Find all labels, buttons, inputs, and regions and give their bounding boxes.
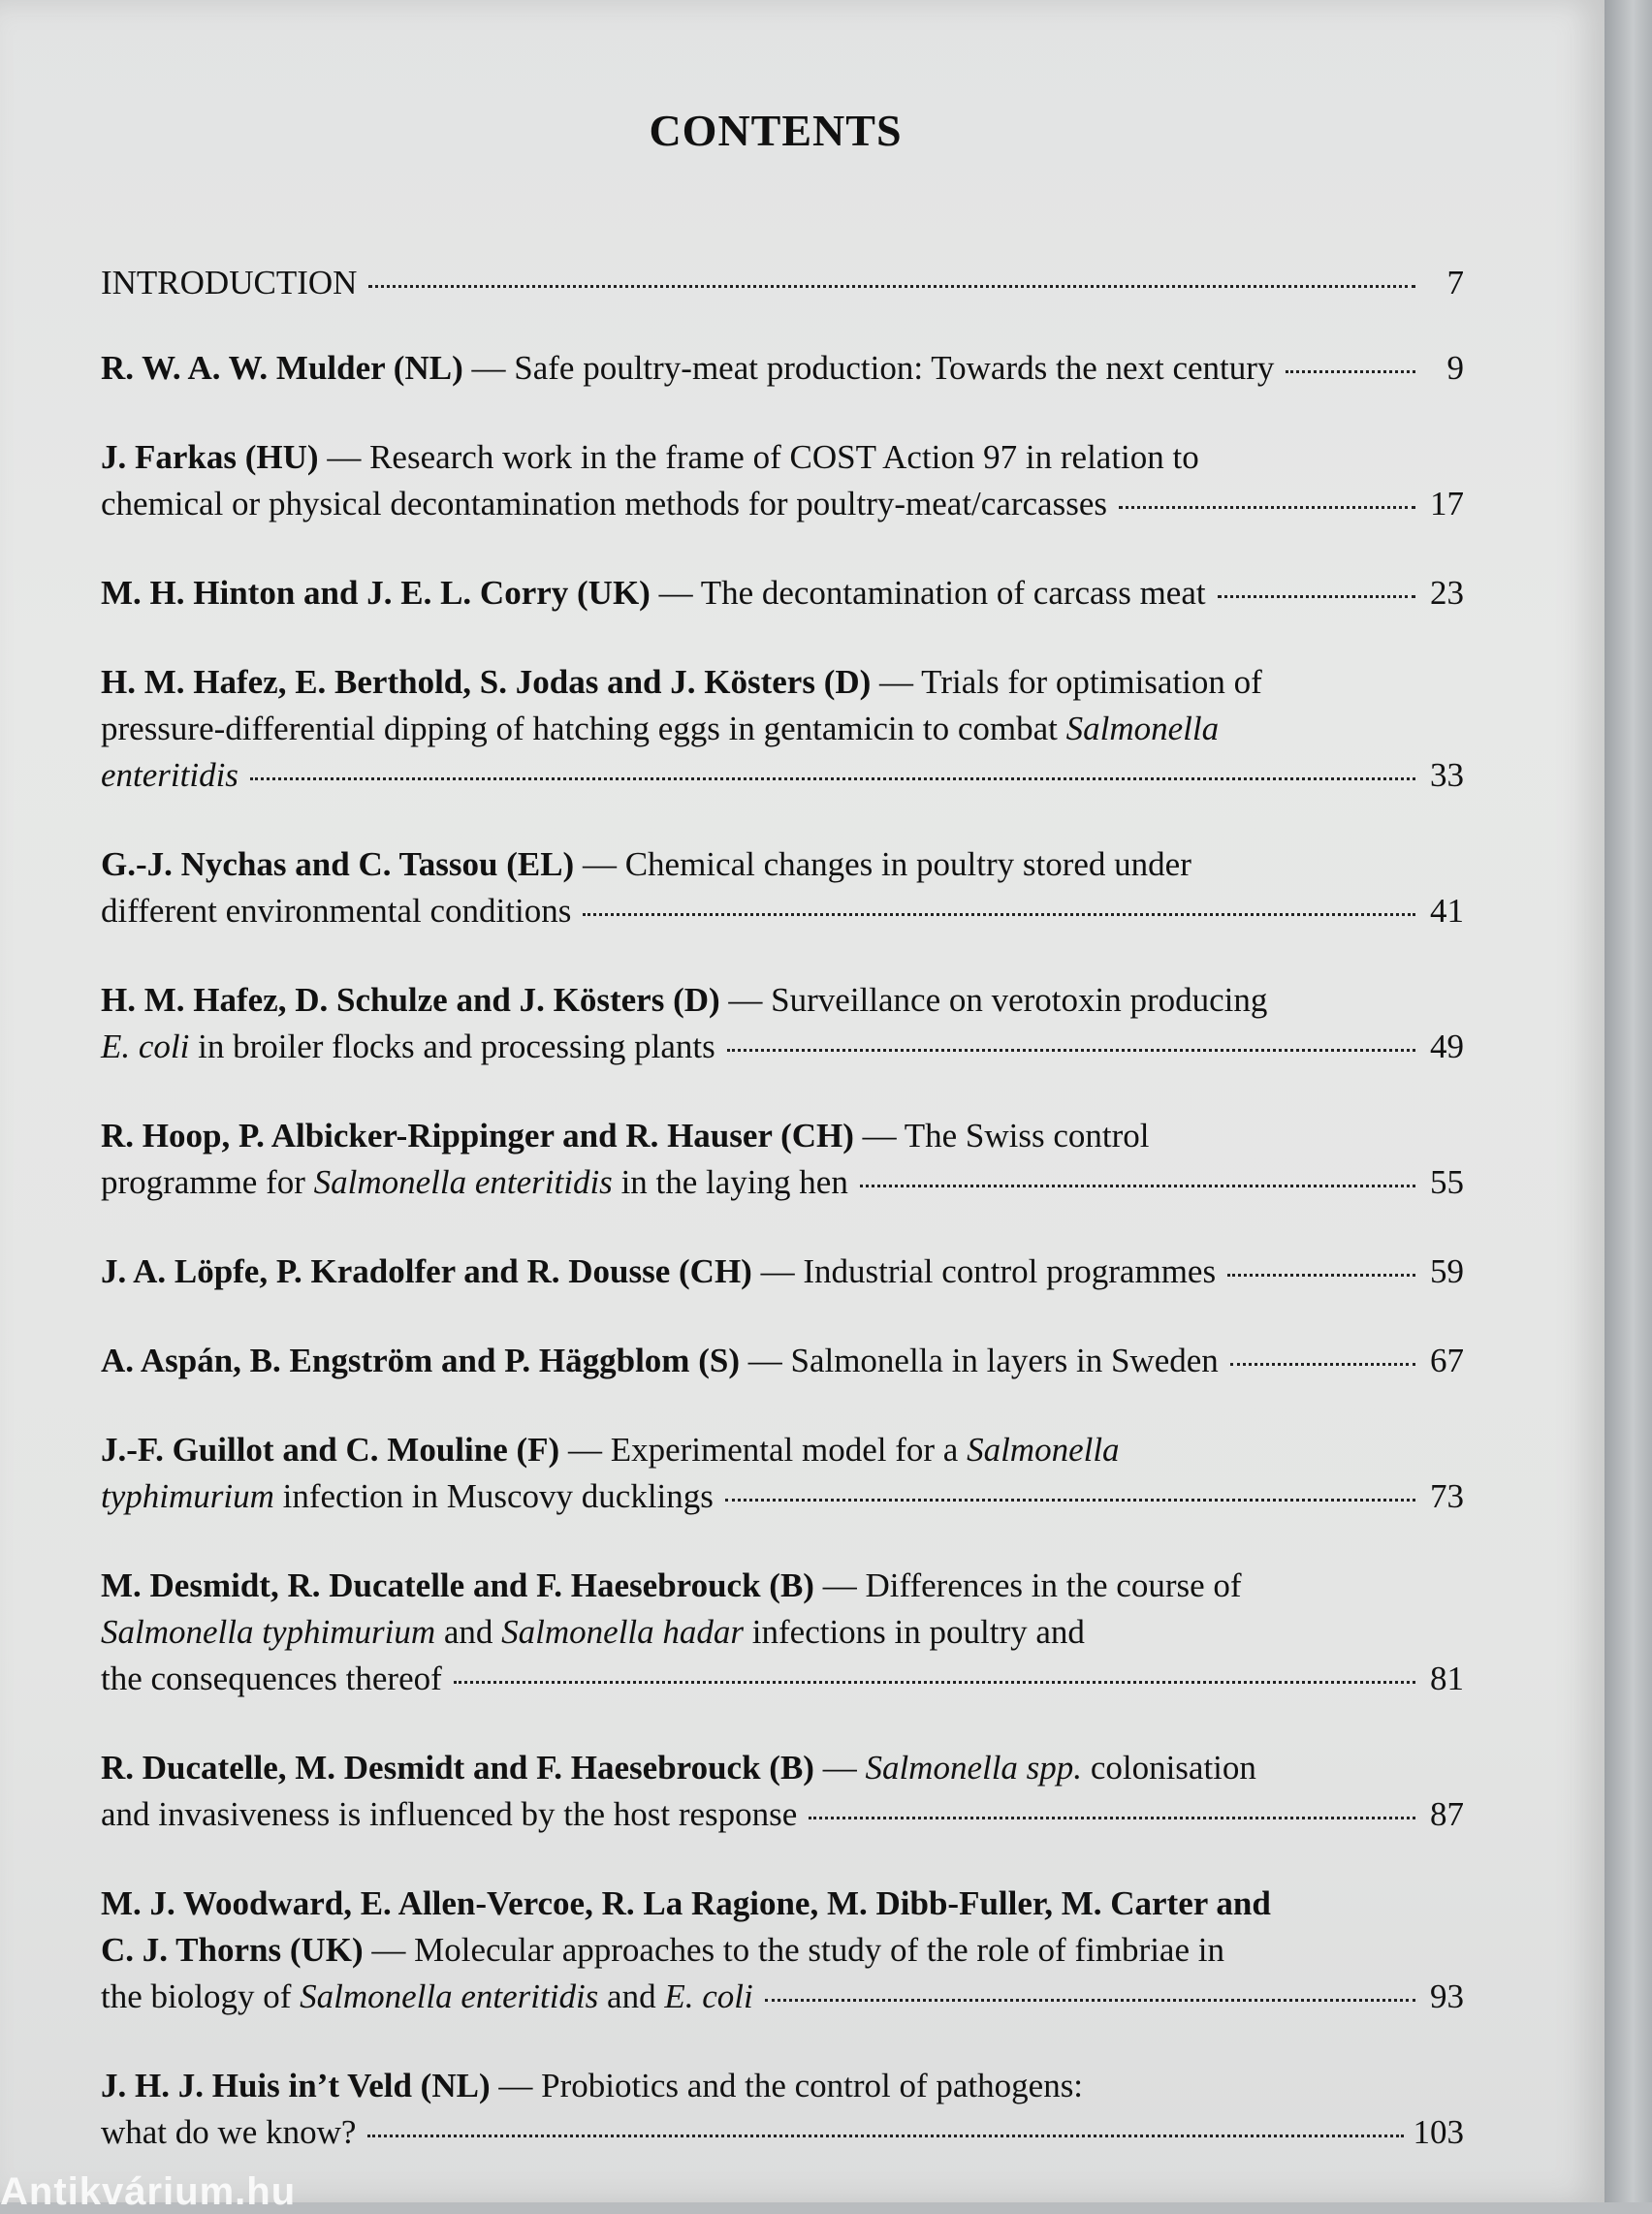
toc-entry <box>101 2063 1464 2156</box>
toc-entry <box>101 1249 1464 1295</box>
leader-dots <box>583 913 1415 916</box>
toc-entry <box>101 1427 1464 1520</box>
leader-dots <box>809 1817 1415 1819</box>
entry-authors: M. H. Hinton and J. E. L. Corry (UK) <box>101 574 651 612</box>
entry-title: Research work in the frame of COST Action 97 in relation to <box>369 438 1199 476</box>
page-number: 93 <box>1430 1977 1464 2015</box>
dash: — <box>853 1117 905 1154</box>
entry-authors: M. Desmidt, R. Ducatelle and F. Haesebrouck (B) <box>101 1566 814 1604</box>
page-number: 55 <box>1430 1163 1464 1201</box>
leader-dots <box>1286 370 1415 373</box>
entry-title: Differences in the course of <box>865 1566 1242 1604</box>
entry-authors: M. J. Woodward, E. Allen-Vercoe, R. La Ragione, M. Dibb-Fuller, M. Carter and <box>101 1884 1271 1922</box>
page-number: 67 <box>1430 1342 1464 1379</box>
leader-dots <box>725 1499 1415 1502</box>
toc-entry <box>101 1881 1464 2020</box>
entry-title-italic: Salmonella spp. <box>865 1749 1083 1787</box>
dash: — <box>719 981 772 1019</box>
leader-dots <box>860 1185 1415 1187</box>
page-number: 17 <box>1430 485 1464 522</box>
leader-dots <box>1218 595 1415 598</box>
entry-title-italic: Salmonella enteritidis <box>300 1977 599 2015</box>
dash: — <box>813 1566 866 1604</box>
entry-title-italic: Salmonella typhimurium <box>101 1613 436 1651</box>
entry-title-cont: the consequences thereof <box>101 1660 442 1697</box>
dash: — <box>363 1931 415 1969</box>
entry-authors: J. Farkas (HU) <box>101 438 319 476</box>
entry-title-italic: enteritidis <box>101 756 238 794</box>
dash: — <box>650 574 701 612</box>
page-number: 49 <box>1430 1028 1464 1065</box>
page-number: 33 <box>1430 756 1464 794</box>
page-number: 59 <box>1430 1252 1464 1290</box>
page-edge <box>1604 0 1652 2202</box>
toc-entry <box>101 841 1464 934</box>
leader-dots <box>727 1049 1415 1052</box>
leader-dots <box>765 1999 1415 2002</box>
entry-authors: J.-F. Guillot and C. Mouline (F) <box>101 1431 560 1469</box>
dash: — <box>751 1252 804 1290</box>
entry-authors: R. Hoop, P. Albicker-Rippinger and R. Hauser (CH) <box>101 1117 854 1154</box>
entry-title-italic: Salmonella <box>967 1431 1120 1469</box>
entry-title: Surveillance on verotoxin producing <box>771 981 1268 1019</box>
page-title: CONTENTS <box>649 106 903 155</box>
toc-entry <box>101 659 1464 799</box>
entry-title-cont: and <box>435 1613 502 1651</box>
entry-title: Molecular approaches to the study of the role of fimbriae in <box>414 1931 1224 1969</box>
page-number: 23 <box>1430 574 1464 612</box>
dash: — <box>559 1431 611 1469</box>
toc-entry <box>101 570 1464 617</box>
toc-entry <box>101 345 1464 392</box>
leader-dots <box>368 285 1415 288</box>
entry-title-cont: chemical or physical decontamination methods for poultry-meat/carcasses <box>101 485 1107 522</box>
page-number: 41 <box>1430 892 1464 930</box>
entry-authors: H. M. Hafez, E. Berthold, S. Jodas and J. Kösters (D) <box>101 663 872 701</box>
entry-title-cont: what do we know? <box>101 2113 357 2151</box>
dash: — <box>462 349 515 387</box>
dash: — <box>490 2067 542 2104</box>
page-number: 9 <box>1446 349 1464 387</box>
toc-entry <box>101 977 1464 1070</box>
entry-title: Salmonella in layers in Sweden <box>790 1342 1219 1379</box>
toc-entry <box>101 434 1464 527</box>
entry-title-italic: typhimurium <box>101 1477 274 1515</box>
dash: — <box>574 845 625 883</box>
leader-dots <box>1230 1363 1415 1366</box>
page-number: 87 <box>1430 1795 1464 1833</box>
entry-title: Trials for optimisation of <box>921 663 1262 701</box>
entry-title-cont: different environmental conditions <box>101 892 572 930</box>
entry-title-italic: Salmonella hadar <box>501 1613 745 1651</box>
toc-entry <box>101 1563 1464 1702</box>
entry-title: Industrial control programmes <box>803 1252 1217 1290</box>
entry-authors: A. Aspán, B. Engström and P. Häggblom (S) <box>101 1342 740 1379</box>
dash: — <box>739 1342 791 1379</box>
leader-dots <box>367 2135 1403 2137</box>
leader-dots <box>454 1681 1415 1684</box>
entry-title: colonisation <box>1082 1749 1256 1787</box>
leader-dots <box>1227 1274 1415 1277</box>
entry-title-cont: pressure-differential dipping of hatching eggs in gentamicin to combat <box>101 710 1066 747</box>
entry-authors: J. A. Löpfe, P. Kradolfer and R. Dousse (CH) <box>101 1252 752 1290</box>
entry-authors: J. H. J. Huis in’t Veld (NL) <box>101 2067 491 2104</box>
page-number: 73 <box>1430 1477 1464 1515</box>
page-number: 7 <box>1446 264 1464 301</box>
entry-authors: H. M. Hafez, D. Schulze and J. Kösters (D) <box>101 981 720 1019</box>
entry-title-cont: infections in poultry and <box>744 1613 1085 1651</box>
dash: — <box>318 438 370 476</box>
watermark-logo: Antikvárium.hu <box>0 2170 297 2213</box>
entry-title-cont: programme for <box>101 1163 314 1201</box>
entry-title: INTRODUCTION <box>101 264 358 301</box>
toc-entry <box>101 1745 1464 1838</box>
entry-title: Chemical changes in poultry stored under <box>624 845 1191 883</box>
entry-title-cont: the biology of <box>101 1977 301 2015</box>
entry-title-cont: and invasiveness is influenced by the host response <box>101 1795 798 1833</box>
entry-title-italic: Salmonella enteritidis <box>313 1163 613 1201</box>
entry-title-cont: in the laying hen <box>612 1163 848 1201</box>
toc-entry <box>101 1113 1464 1206</box>
toc-entry-introduction <box>101 260 1464 306</box>
entry-title-cont: infection in Muscovy ducklings <box>273 1477 714 1515</box>
entry-title-italic: E. coli <box>101 1028 190 1065</box>
entry-authors: G.-J. Nychas and C. Tassou (EL) <box>101 845 575 883</box>
entry-authors-cont: C. J. Thorns (UK) <box>101 1931 364 1969</box>
entry-title-cont: and <box>598 1977 665 2015</box>
entry-title: Safe poultry-meat production: Towards the next century <box>514 349 1275 387</box>
table-of-contents <box>101 260 1464 2198</box>
page-number: 103 <box>1413 2113 1464 2151</box>
leader-dots <box>250 777 1415 780</box>
entry-title: The decontamination of carcass meat <box>700 574 1206 612</box>
entry-title: The Swiss control <box>904 1117 1150 1154</box>
dash: — <box>813 1749 866 1787</box>
entry-title-italic: E. coli <box>664 1977 753 2015</box>
leader-dots <box>1119 506 1415 509</box>
dash: — <box>871 663 922 701</box>
entry-title-italic: Salmonella <box>1065 710 1220 747</box>
toc-entry <box>101 1338 1464 1384</box>
entry-title: Experimental model for a <box>610 1431 968 1469</box>
entry-title-cont: in broiler flocks and processing plants <box>189 1028 715 1065</box>
entry-title: Probiotics and the control of pathogens: <box>541 2067 1084 2104</box>
page-number: 81 <box>1430 1660 1464 1697</box>
entry-authors: R. Ducatelle, M. Desmidt and F. Haesebrouck (B) <box>101 1749 814 1787</box>
entry-authors: R. W. A. W. Mulder (NL) <box>101 349 463 387</box>
